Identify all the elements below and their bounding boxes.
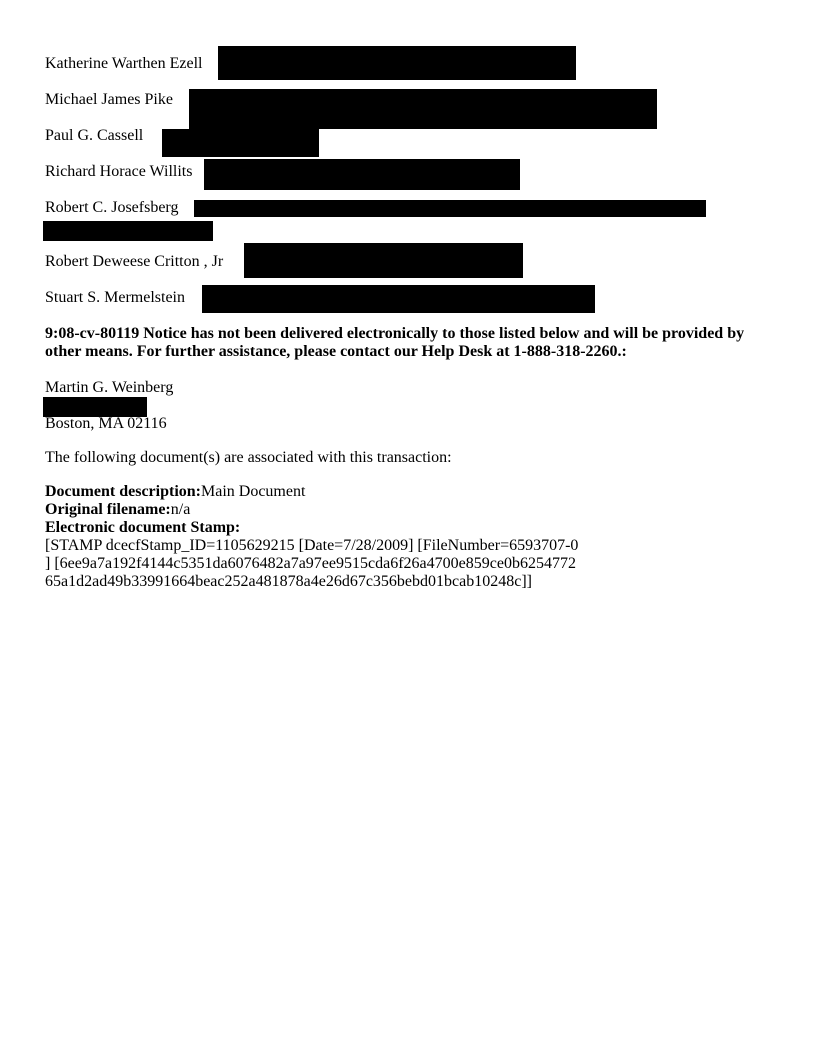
original-filename-label: Original filename: [45,501,171,518]
recipient-name: Robert C. Josefsberg [45,199,179,216]
redaction-block [43,397,147,417]
document-stamp-line: ] [6ee9a7a192f4144c5351da6076482a7a97ee9515cda6f26a4700e859ce0b6254772 [45,555,576,572]
redaction-block [43,221,213,241]
recipient-name: Katherine Warthen Ezell [45,55,203,72]
redaction-block [202,285,595,313]
recipient-name: Michael James Pike [45,91,173,108]
notice-line: 9:08-cv-80119 Notice has not been delivered electronically to those listed below and will be provided by [45,325,745,342]
document-description [45,483,305,501]
notice-line: other means. For further assistance, please contact our Help Desk at 1-888-318-2260.: [45,343,627,360]
recipient-name: Martin G. Weinberg [45,379,174,396]
redaction-block [244,243,523,278]
document-description-label: Document description: [45,483,201,500]
recipient-name: Robert Deweese Critton , Jr [45,253,224,270]
recipient-address: Boston, MA 02116 [45,415,167,432]
document-stamp-line: 65a1d2ad49b33991664beac252a481878a4e26d67c356bebd01bcab10248c]] [45,573,532,590]
redaction-block [162,129,319,157]
document-description-value: Main Document [200,483,306,500]
recipient-name: Stuart S. Mermelstein [45,289,185,306]
redaction-block [204,159,520,190]
redaction-block [194,200,706,217]
recipient-name: Richard Horace Willits [45,163,193,180]
document-stamp-line: [STAMP dcecfStamp_ID=1105629215 [Date=7/28/2009] [FileNumber=6593707-0 [45,537,579,554]
redaction-block [218,46,576,80]
recipient-name: Paul G. Cassell [45,127,144,144]
original-filename [45,501,190,519]
original-filename-value: n/a [170,501,191,518]
redaction-block [189,89,657,129]
document-stamp-label: Electronic document Stamp: [45,519,241,536]
associated-heading: The following document(s) are associated with this transaction: [45,449,452,466]
